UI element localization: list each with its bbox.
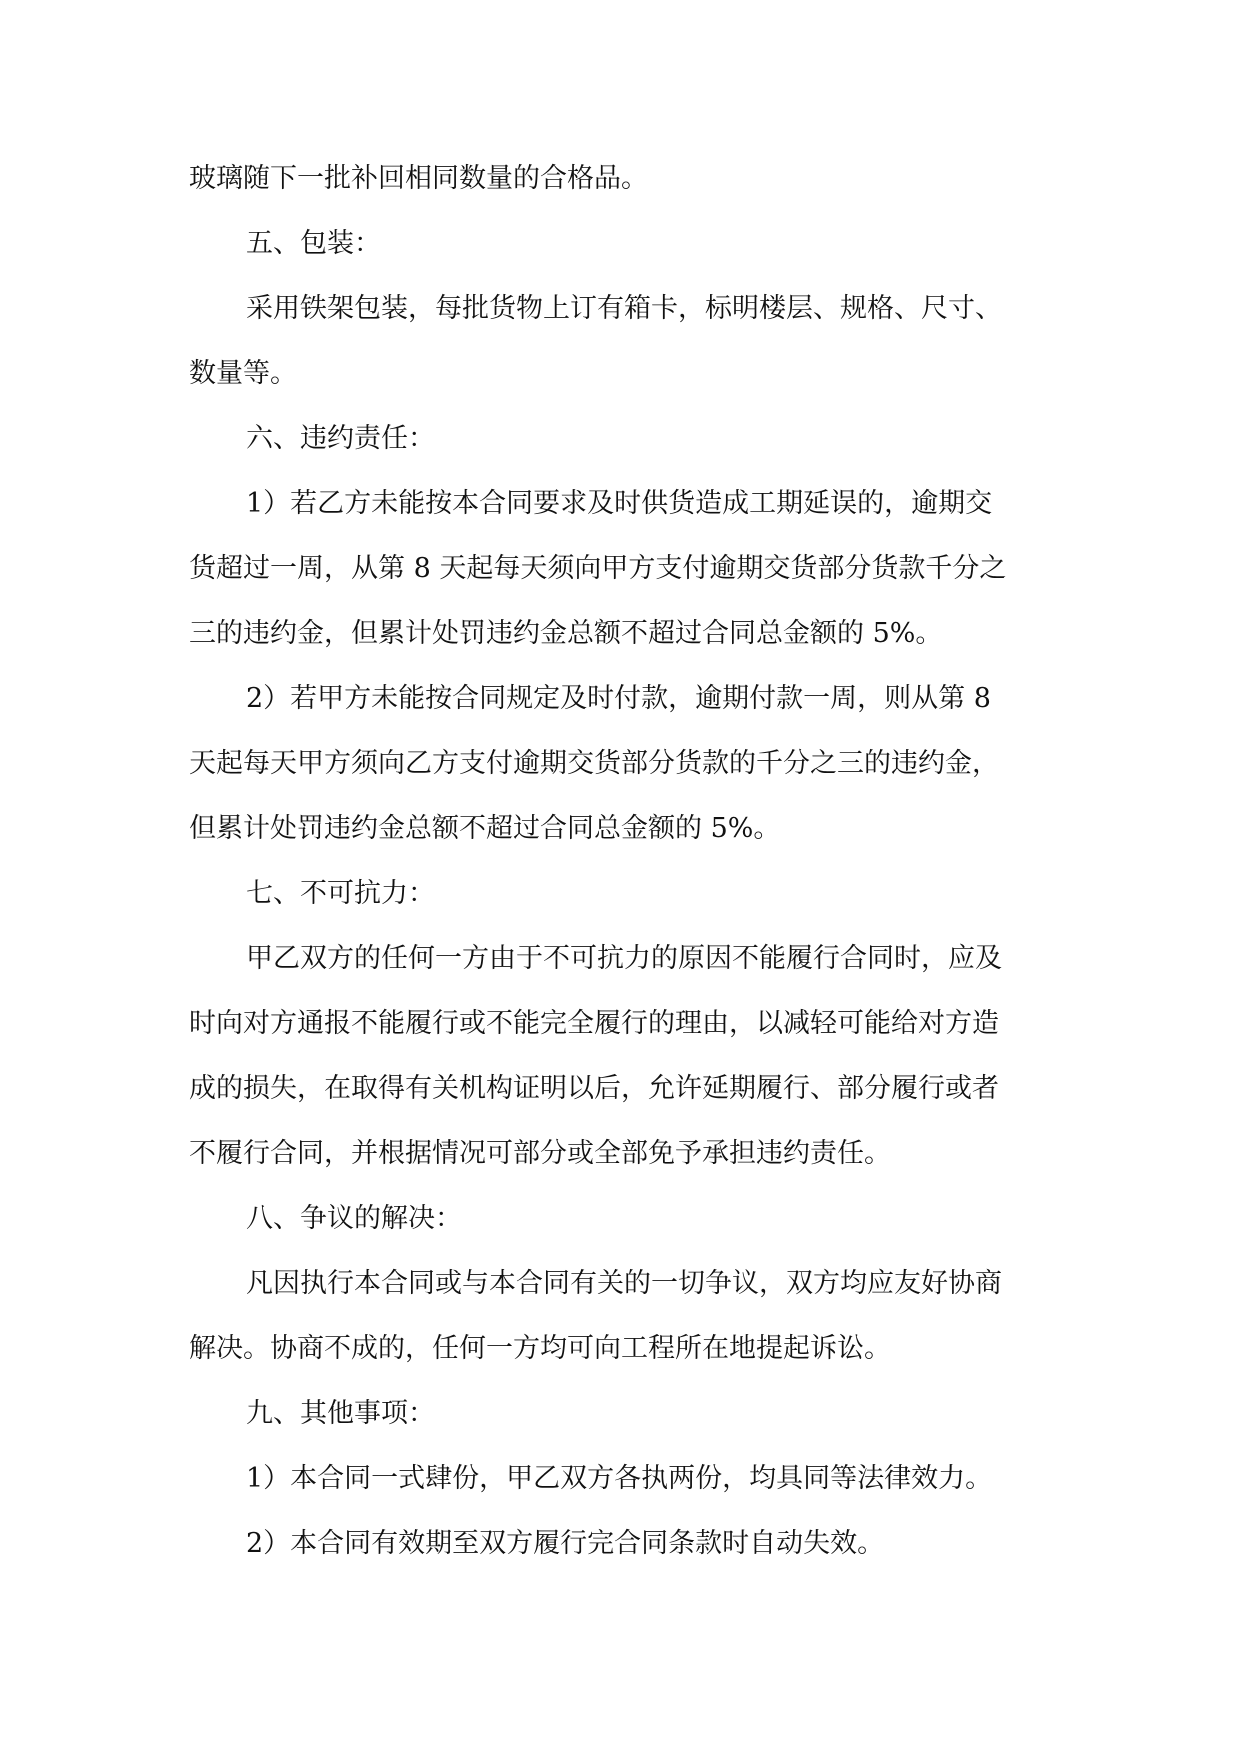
text-line-21: 1）本合同一式肆份，甲乙双方各执两份，均具同等法律效力。 (246, 1463, 993, 1494)
text-line-6: 1）若乙方未能按本合同要求及时供货造成工期延误的，逾期交 (246, 488, 993, 519)
text-line-7: 货超过一周，从第 8 天起每天须向甲方支付逾期交货部分货款千分之 (189, 553, 1007, 584)
section-heading-dispute: 八、争议的解决： (246, 1203, 462, 1234)
text-line-3: 采用铁架包装，每批货物上订有箱卡，标明楼层、规格、尺寸、 (246, 293, 1002, 324)
text-line-15: 成的损失，在取得有关机构证明以后，允许延期履行、部分履行或者 (189, 1073, 999, 1104)
text-line-10: 天起每天甲方须向乙方支付逾期交货部分货款的千分之三的违约金， (189, 748, 999, 779)
text-line-4: 数量等。 (189, 358, 297, 389)
text-line-14: 时向对方通报不能履行或不能完全履行的理由，以减轻可能给对方造 (189, 1008, 999, 1039)
text-line-22: 2）本合同有效期至双方履行完合同条款时自动失效。 (246, 1528, 885, 1559)
text-line-19: 解决。协商不成的，任何一方均可向工程所在地提起诉讼。 (189, 1333, 891, 1364)
text-line-9: 2）若甲方未能按合同规定及时付款，逾期付款一周，则从第 8 (246, 683, 991, 714)
section-heading-breach: 六、违约责任： (246, 423, 435, 454)
section-heading-force-majeure: 七、不可抗力： (246, 878, 435, 909)
text-line-13: 甲乙双方的任何一方由于不可抗力的原因不能履行合同时，应及 (246, 943, 1002, 974)
section-heading-packaging: 五、包装： (246, 228, 381, 259)
text-line-8: 三的违约金，但累计处罚违约金总额不超过合同总金额的 5%。 (189, 618, 943, 649)
text-line-16: 不履行合同，并根据情况可部分或全部免予承担违约责任。 (189, 1138, 891, 1169)
text-line-18: 凡因执行本合同或与本合同有关的一切争议，双方均应友好协商 (246, 1268, 1002, 1299)
section-heading-other: 九、其他事项： (246, 1398, 435, 1429)
text-line-1: 玻璃随下一批补回相同数量的合格品。 (189, 163, 648, 194)
text-line-11: 但累计处罚违约金总额不超过合同总金额的 5%。 (189, 813, 781, 844)
